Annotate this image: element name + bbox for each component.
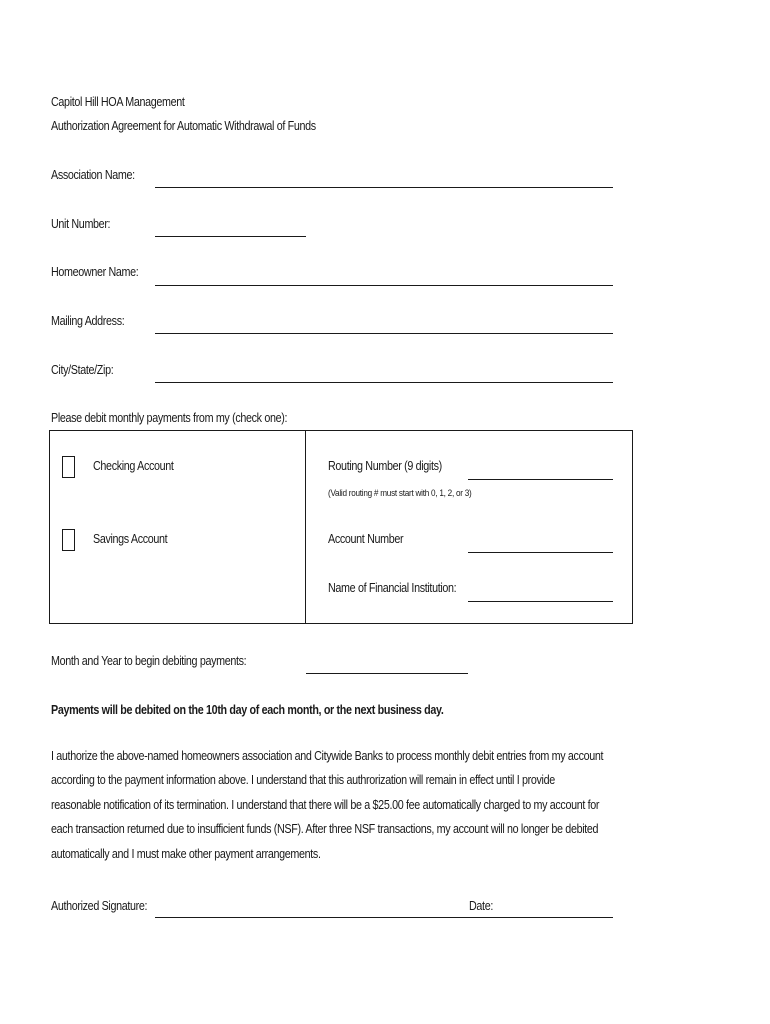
savings-label: Savings Account — [93, 532, 168, 546]
city-state-zip-field[interactable] — [155, 382, 613, 383]
homeowner-name-field[interactable] — [155, 285, 613, 286]
signature-field[interactable] — [155, 917, 613, 918]
debit-schedule-notice: Payments will be debited on the 10th day of each month, or the next business day. — [51, 703, 444, 717]
start-month-year-field[interactable] — [306, 673, 468, 674]
authorization-line: each transaction returned due to insufficient funds (NSF). After three NSF transactions, my account will no longer be debited — [51, 822, 599, 837]
form-title: Authorization Agreement for Automatic Withdrawal of Funds — [51, 119, 316, 133]
mailing-address-field[interactable] — [155, 333, 613, 334]
checking-checkbox[interactable] — [62, 456, 75, 478]
financial-institution-label: Name of Financial Institution: — [328, 581, 457, 595]
account-number-field[interactable] — [468, 552, 613, 553]
box-divider — [305, 431, 306, 624]
unit-number-label: Unit Number: — [51, 217, 111, 231]
financial-institution-field[interactable] — [468, 601, 613, 602]
authorization-line: reasonable notification of its termination. I understand that there will be a $25.00 fee automatically charged to my account for — [51, 797, 600, 812]
savings-checkbox[interactable] — [62, 529, 75, 551]
date-label: Date: — [469, 899, 493, 913]
authorization-line: automatically and I must make other payment arrangements. — [51, 846, 321, 861]
unit-number-field[interactable] — [155, 236, 306, 237]
authorization-paragraph — [51, 749, 691, 871]
mailing-address-label: Mailing Address: — [51, 314, 125, 328]
account-number-label: Account Number — [328, 532, 404, 546]
start-month-year-label: Month and Year to begin debiting payments: — [51, 654, 247, 668]
association-name-field[interactable] — [155, 187, 613, 188]
routing-number-field[interactable] — [468, 479, 613, 480]
routing-number-note: (Valid routing # must start with 0, 1, 2, or 3) — [328, 488, 472, 499]
routing-number-label: Routing Number (9 digits) — [328, 459, 442, 473]
debit-prompt: Please debit monthly payments from my (check one): — [51, 411, 288, 425]
checking-label: Checking Account — [93, 459, 174, 473]
homeowner-name-label: Homeowner Name: — [51, 265, 139, 279]
organization-name: Capitol Hill HOA Management — [51, 95, 185, 109]
association-name-label: Association Name: — [51, 168, 135, 182]
city-state-zip-label: City/State/Zip: — [51, 363, 114, 377]
authorization-line: I authorize the above-named homeowners association and Citywide Banks to process monthly debit entries from my account — [51, 749, 604, 763]
authorization-line: according to the payment information above. I understand that this authrorization will remain in effect until I provide — [51, 773, 555, 788]
signature-label: Authorized Signature: — [51, 899, 148, 913]
